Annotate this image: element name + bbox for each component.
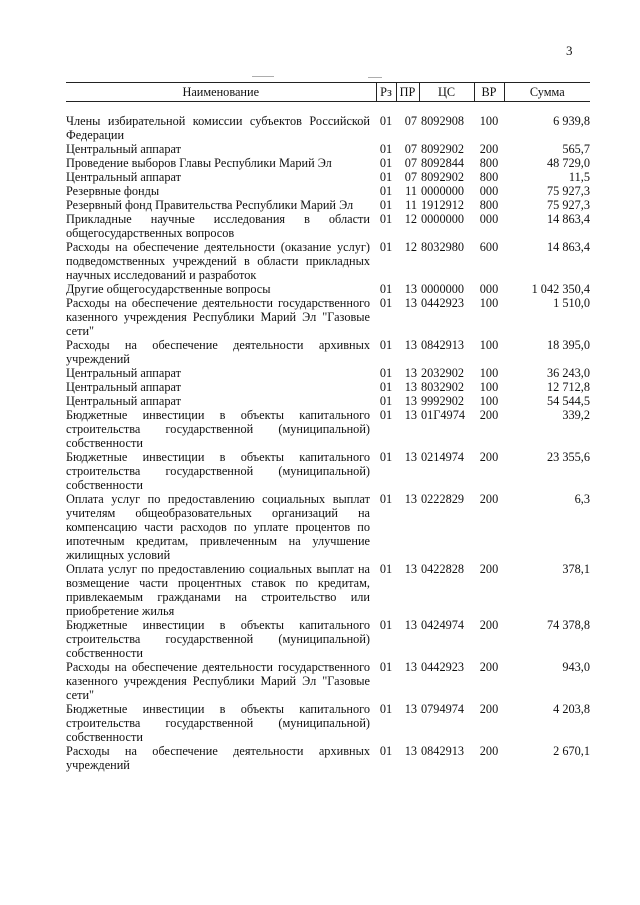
cell-name: Прикладные научные исследования в области общегосударственных вопросов [66,212,370,240]
cell-cs: 8092902 [421,142,465,156]
cell-pr: 07 [404,156,417,170]
header-name: Наименование [66,83,376,102]
cell-vr: 200 [479,408,499,422]
cell-vr: 800 [479,156,499,170]
table-row [66,156,590,170]
header-rz: Рз [376,83,396,102]
cell-cs: 2032902 [421,366,465,380]
cell-cs: 0442923 [421,296,465,310]
header-pr: ПР [396,83,419,102]
cell-vr: 200 [479,562,499,576]
cell-sum: 36 243,0 [546,366,590,380]
cell-name: Центральный аппарат [66,366,181,380]
cell-rz: 01 [379,660,393,674]
cell-pr: 12 [404,240,417,254]
cell-cs: 0000000 [421,282,465,296]
cell-vr: 800 [479,198,499,212]
cell-rz: 01 [379,702,393,716]
cell-cs: 8032980 [421,240,465,254]
table-row [66,296,590,338]
cell-cs: 0842913 [421,338,465,352]
cell-vr: 000 [479,184,499,198]
cell-pr: 13 [404,296,417,310]
cell-name: Центральный аппарат [66,170,181,184]
cell-cs: 8092908 [421,114,465,128]
table-row [66,492,590,562]
cell-vr: 100 [479,114,499,128]
cell-vr: 000 [479,212,499,226]
cell-name: Бюджетные инвестиции в объекты капитального строительства государственной (муниципальной) собственности [66,702,370,744]
cell-sum: 943,0 [562,660,590,674]
cell-pr: 13 [404,366,417,380]
cell-vr: 200 [479,702,499,716]
cell-rz: 01 [379,198,393,212]
table-row [66,618,590,660]
cell-pr: 13 [404,618,417,632]
cell-rz: 01 [379,394,393,408]
cell-pr: 13 [404,744,417,758]
cell-cs: 0424974 [421,618,465,632]
cell-cs: 0000000 [421,212,465,226]
cell-cs: 0000000 [421,184,465,198]
cell-pr: 07 [404,114,417,128]
cell-pr: 13 [404,394,417,408]
cell-cs: 9992902 [421,394,465,408]
cell-vr: 200 [479,618,499,632]
cell-name: Оплата услуг по предоставлению социальных выплат на возмещение части процентных ставок по кредитам, привлекаемым гражданами на строительство или приобретение жилья [66,562,370,618]
cell-vr: 200 [479,660,499,674]
table-row [66,744,590,772]
cell-pr: 13 [404,450,417,464]
cell-sum: 18 395,0 [546,338,590,352]
cell-pr: 13 [404,380,417,394]
cell-sum: 1 510,0 [553,296,590,310]
cell-vr: 600 [479,240,499,254]
cell-name: Бюджетные инвестиции в объекты капитального строительства государственной (муниципальной) собственности [66,450,370,492]
cell-rz: 01 [379,282,393,296]
cell-rz: 01 [379,408,393,422]
table-row [66,408,590,450]
table-row [66,212,590,240]
cell-pr: 07 [404,170,417,184]
cell-vr: 100 [479,296,499,310]
cell-pr: 13 [404,660,417,674]
cell-pr: 13 [404,492,417,506]
cell-vr: 100 [479,380,499,394]
cell-name: Резервные фонды [66,184,160,198]
cell-name: Центральный аппарат [66,380,181,394]
cell-sum: 75 927,3 [546,198,590,212]
cell-sum: 54 544,5 [546,394,590,408]
table-row [66,660,590,702]
cell-rz: 01 [379,114,393,128]
cell-vr: 100 [479,366,499,380]
budget-table [66,82,590,772]
cell-sum: 6 939,8 [553,114,590,128]
table-row [66,380,590,394]
cell-rz: 01 [379,212,393,226]
cell-name: Центральный аппарат [66,394,181,408]
cell-name: Оплата услуг по предоставлению социальных выплат учителям общеобразовательных организаций на компенсацию части расходов по уплате процентов по ипотечным кредитам, привлеченным на улучшение жилищных условий [66,492,370,562]
cell-rz: 01 [379,156,393,170]
table-row [66,240,590,282]
cell-name: Члены избирательной комиссии субъектов Российской Федерации [66,114,370,142]
cell-pr: 13 [404,702,417,716]
cell-vr: 200 [479,744,499,758]
cell-rz: 01 [379,296,393,310]
cell-pr: 13 [404,408,417,422]
cell-sum: 74 378,8 [546,618,590,632]
cell-sum: 1 042 350,4 [531,282,590,296]
cell-sum: 2 670,1 [553,744,590,758]
cell-pr: 11 [405,184,417,198]
cell-sum: 339,2 [562,408,590,422]
header-vr: ВР [474,83,504,102]
cell-name: Резервный фонд Правительства Республики Марий Эл [66,198,354,212]
cell-pr: 13 [404,338,417,352]
cell-cs: 01Г4974 [421,408,465,422]
cell-cs: 8092902 [421,170,465,184]
cell-name: Расходы на обеспечение деятельности (оказание услуг) подведомственных учреждений в области прикладных научных исследований и разработок [66,240,370,282]
table-row [66,562,590,618]
cell-name: Бюджетные инвестиции в объекты капитального строительства государственной (муниципальной) собственности [66,408,370,450]
cell-cs: 8092844 [421,156,465,170]
cell-name: Расходы на обеспечение деятельности архивных учреждений [66,744,370,772]
cell-rz: 01 [379,184,393,198]
cell-cs: 0222829 [421,492,465,506]
cell-pr: 13 [404,562,417,576]
cell-vr: 200 [479,450,499,464]
cell-sum: 75 927,3 [546,184,590,198]
cell-sum: 12 712,8 [546,380,590,394]
table-header-row [66,83,590,102]
cell-name: Проведение выборов Главы Республики Марий Эл [66,156,332,170]
cell-vr: 100 [479,394,499,408]
cell-name: Расходы на обеспечение деятельности государственного казенного учреждения Республики Марий Эл "Газовые сети" [66,660,370,702]
cell-name: Расходы на обеспечение деятельности государственного казенного учреждения Республики Марий Эл "Газовые сети" [66,296,370,338]
cell-vr: 200 [479,492,499,506]
table-row [66,702,590,744]
cell-vr: 800 [479,170,499,184]
cell-sum: 4 203,8 [553,702,590,716]
cell-vr: 200 [479,142,499,156]
cell-cs: 0794974 [421,702,465,716]
cell-cs: 0422828 [421,562,465,576]
cell-sum: 6,3 [574,492,590,506]
cell-sum: 48 729,0 [546,156,590,170]
cell-sum: 23 355,6 [546,450,590,464]
cell-pr: 11 [405,198,417,212]
cell-name: Другие общегосударственные вопросы [66,282,271,296]
scan-mark [252,76,274,77]
cell-cs: 1912912 [421,198,465,212]
table-row [66,366,590,380]
table-row [66,394,590,408]
cell-cs: 0214974 [421,450,465,464]
cell-sum: 14 863,4 [546,212,590,226]
table-row [66,170,590,184]
table-row [66,184,590,198]
cell-rz: 01 [379,380,393,394]
scan-mark [368,77,382,78]
cell-sum: 565,7 [562,142,590,156]
table-row [66,338,590,366]
table-body [66,102,590,773]
page-number: 3 [566,43,573,58]
table-row [66,102,590,143]
cell-rz: 01 [379,492,393,506]
cell-pr: 07 [404,142,417,156]
cell-pr: 13 [404,282,417,296]
cell-pr: 12 [404,212,417,226]
cell-cs: 8032902 [421,380,465,394]
table-row [66,450,590,492]
cell-sum: 11,5 [568,170,590,184]
cell-sum: 14 863,4 [546,240,590,254]
cell-rz: 01 [379,450,393,464]
cell-rz: 01 [379,338,393,352]
header-sum: Сумма [504,83,590,102]
cell-rz: 01 [379,170,393,184]
cell-rz: 01 [379,562,393,576]
cell-vr: 100 [479,338,499,352]
table-row [66,282,590,296]
cell-name: Расходы на обеспечение деятельности архивных учреждений [66,338,370,366]
cell-rz: 01 [379,142,393,156]
table-row [66,198,590,212]
header-cs: ЦС [419,83,474,102]
cell-cs: 0842913 [421,744,465,758]
cell-rz: 01 [379,744,393,758]
cell-vr: 000 [479,282,499,296]
cell-rz: 01 [379,240,393,254]
cell-rz: 01 [379,366,393,380]
cell-cs: 0442923 [421,660,465,674]
table-row [66,142,590,156]
cell-name: Бюджетные инвестиции в объекты капитального строительства государственной (муниципальной) собственности [66,618,370,660]
cell-rz: 01 [379,618,393,632]
cell-sum: 378,1 [562,562,590,576]
cell-name: Центральный аппарат [66,142,181,156]
